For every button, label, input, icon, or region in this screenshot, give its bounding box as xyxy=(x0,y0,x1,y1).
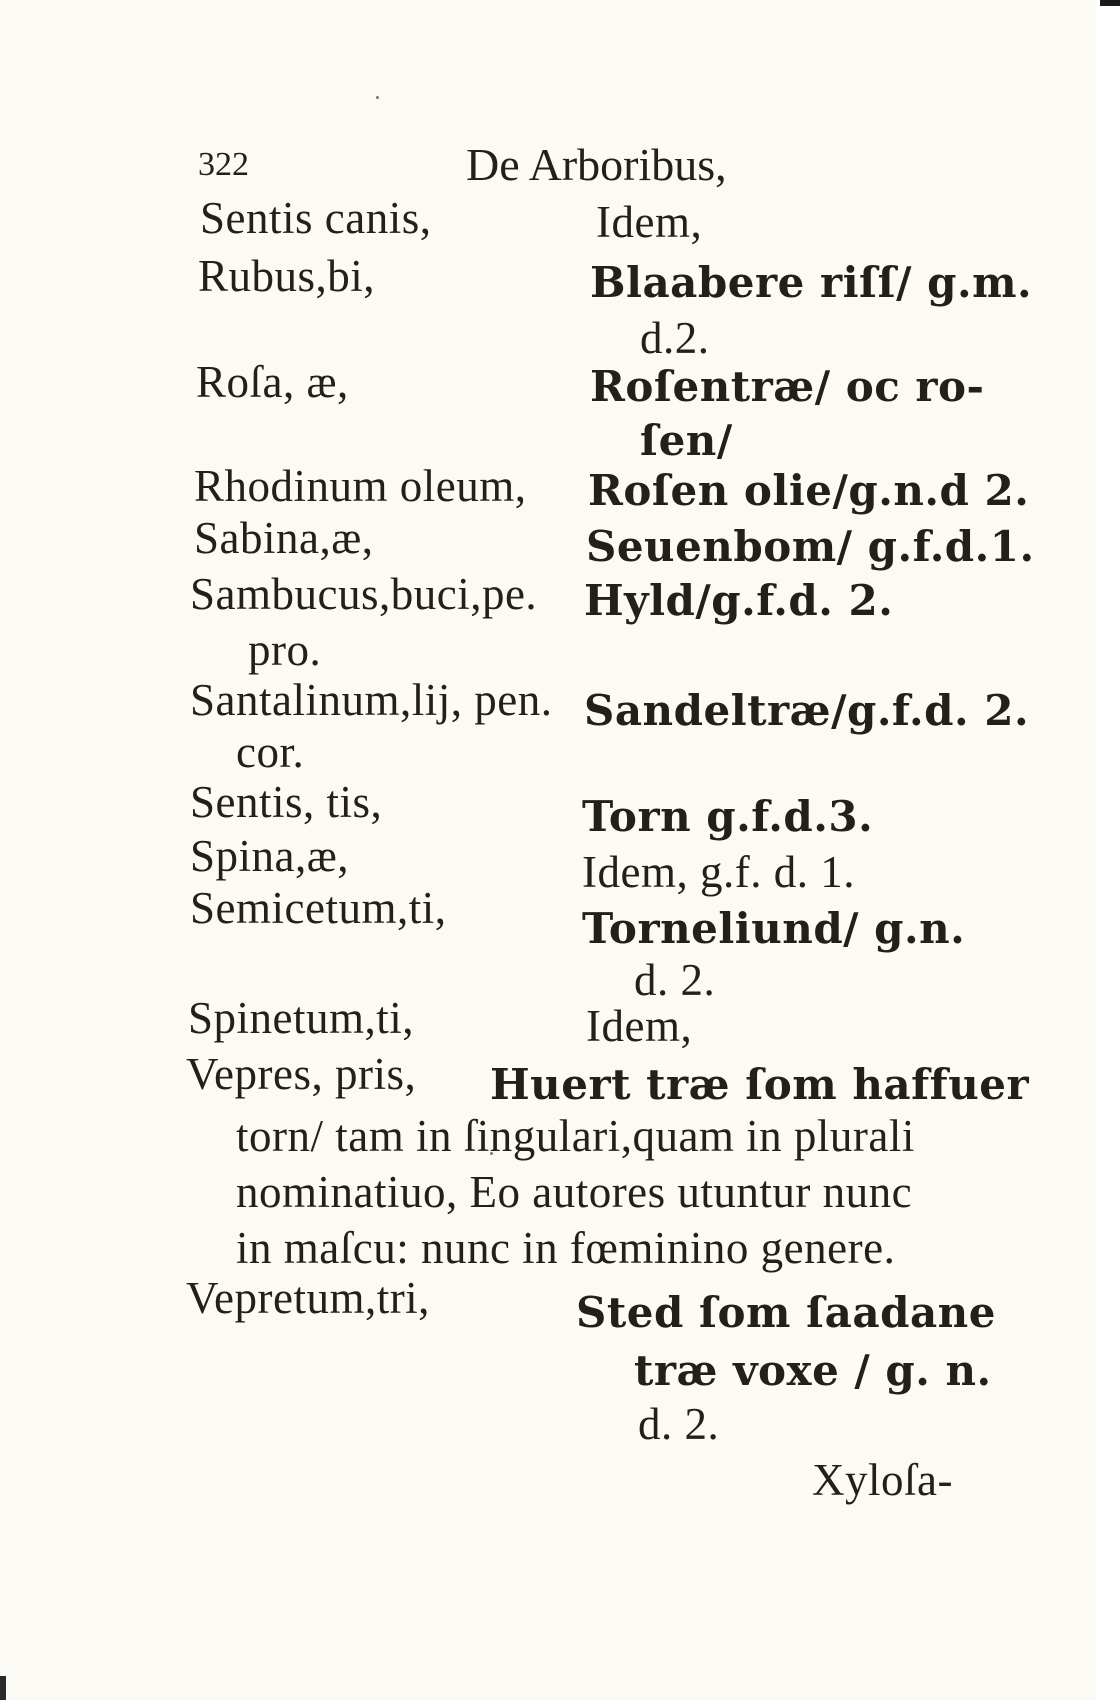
danish-gloss: Seuenbom/ g.f.d.1. xyxy=(586,522,1035,571)
text-line: in maſcu: nunc in fœminino genere. xyxy=(236,1223,896,1273)
latin-term: Rubus,bi, xyxy=(198,251,376,301)
latin-term: Semicetum,ti, xyxy=(190,883,447,933)
catchword: Xyloſa- xyxy=(812,1455,953,1505)
text-line: torn/ tam in ſingulari,quam in plurali xyxy=(236,1111,915,1161)
running-title: De Arboribus, xyxy=(466,139,727,190)
latin-term: Sentis canis, xyxy=(200,193,432,243)
danish-gloss-cont: træ voxe / g. n. xyxy=(634,1346,992,1395)
latin-term-cont: pro. xyxy=(248,625,322,675)
paper-speck xyxy=(376,96,379,99)
latin-term: Roſa, æ, xyxy=(196,357,349,407)
latin-term: Vepretum,tri, xyxy=(186,1273,430,1323)
latin-term: Rhodinum oleum, xyxy=(194,461,527,511)
latin-term: Spinetum,ti, xyxy=(188,993,415,1043)
latin-term: Vepres, pris, xyxy=(186,1049,417,1099)
grammar-note: d. 2. xyxy=(638,1399,720,1449)
grammar-note: d. 2. xyxy=(634,955,716,1005)
danish-gloss: Huert træ ſom haffuer xyxy=(490,1060,1030,1109)
latin-term: Spina,æ, xyxy=(190,831,350,881)
danish-gloss: Sted ſom ſaadane xyxy=(576,1288,996,1337)
danish-gloss: Hyld/g.f.d. 2. xyxy=(584,576,894,625)
danish-gloss: Idem, xyxy=(586,1001,693,1051)
danish-gloss-cont: ſen/ xyxy=(640,416,733,465)
danish-gloss: Torneliund/ g.n. xyxy=(582,904,966,953)
latin-term-cont: cor. xyxy=(236,727,305,777)
latin-term: Sabina,æ, xyxy=(194,513,374,563)
danish-gloss: Roſen olie/g.n.d 2. xyxy=(588,466,1030,515)
latin-term: Sentis, tis, xyxy=(190,777,383,827)
latin-term: Sambucus,buci,pe. xyxy=(190,569,538,619)
danish-gloss: Idem, g.f. d. 1. xyxy=(582,847,855,897)
grammar-note: d.2. xyxy=(640,313,710,363)
danish-gloss: Roſentræ/ oc ro- xyxy=(590,362,985,411)
danish-gloss: Torn g.f.d.3. xyxy=(582,792,874,841)
scan-mark xyxy=(1100,0,1120,6)
danish-gloss: Sandeltræ/g.f.d. 2. xyxy=(584,686,1030,735)
text-line: nominatiuo, Eo autores utuntur nunc xyxy=(236,1167,913,1217)
scan-mark xyxy=(0,1676,6,1700)
latin-term: Santalinum,lij, pen. xyxy=(190,675,553,725)
danish-gloss: Blaabere riſſ/ g.m. xyxy=(590,258,1033,307)
page-number: 322 xyxy=(198,146,249,183)
danish-gloss: Idem, xyxy=(596,197,703,247)
scan-margin xyxy=(1096,0,1120,1700)
